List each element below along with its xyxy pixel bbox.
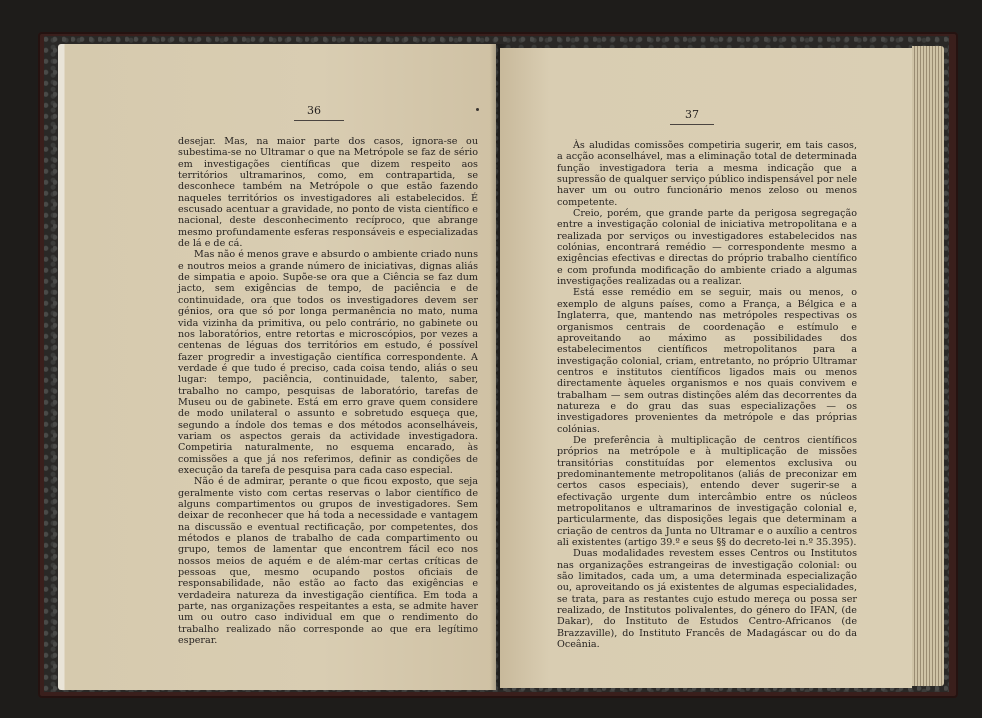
right-paragraph-4: De preferência à multiplicação de centros científicos próprios na metrópole e à multiplicação de missões transitórias constituídas por elementos exclusiva ou predominantemente metropolitanos (aliás de preconizar em certos casos especiais), entendo dever sugerir-se a efectivação urgente dum intercâmbio entre os núcleos metropolitanos e ultramarinos de investigação colonial e, particularmente, das disposições legais que determinam a criação de centros da Junta no Ultramar e o auxílio a centros ali existentes (artigo 39.º e seus §§ do decreto-lei n.º 35.395). bbox=[557, 434, 857, 549]
left-page-rule bbox=[294, 120, 344, 121]
right-paragraph-3: Está esse remédio em se seguir, mais ou menos, o exemplo de alguns países, como a França, a Bélgica e a Inglaterra, que, mantendo nas metrópoles respectivas os organismos centrais de coordenação e estímulo e aproveitando ao máximo as possibilidades dos estabelecimentos científicos metropolitanos para a investigação colonial, criam, entretanto, no próprio Ultramar centros e institutos científicos ligados mais ou menos directamente àqueles organismos e nos quais convivem e trabalham — sem outras distinções além das decorrentes da natureza e do grau das suas especializações — os investigadores provenientes da metrópole e das próprias colónias. bbox=[557, 287, 857, 435]
left-paragraph-1: desejar. Mas, na maior parte dos casos, ignora-se ou subestima-se no Ultramar o que na Metrópole se faz de sério em investigações científicas que dizem respeito aos territórios ultramarinos, como, em contrapartida, se desconhece também na Metrópole o que estão fazendo naqueles territórios os investigadores ali estabelecidos. É escusado acentuar a gravidade, no ponto de vista científico e nacional, deste desconhecimento recíproco, que abrange mesmo profundamente esferas responsáveis e especializadas de lá e de cá. bbox=[178, 136, 478, 250]
right-paragraph-1: Às aludidas comissões competiria sugerir, em tais casos, a acção aconselhável, mas a eliminação total de determinada função investigadora teria a mesma indicação que a supressão de qualquer serviço público indispensável por nele haver um ou outro funcionário menos zeloso ou menos competente. bbox=[557, 140, 857, 208]
left-paragraph-3: Não é de admirar, perante o que ficou exposto, que seja geralmente visto com certas reservas o labor científico de alguns compartimentos ou grupos de investigadores. Sem deixar de reconhecer que há toda a necessidade e vantagem na discussão e eventual rectificação, por competentes, dos métodos e planos de trabalho de cada compartimento ou grupo, temos de lamentar que encontrem fácil eco nos nossos meios de aquém e de além-mar certas críticas de pessoas que, mesmo ocupando postos oficiais de responsabilidade, não estão ao facto das exigências e verdadeira natureza da investigação científica. Em toda a parte, nas organizações respeitantes a esta, se admite haver um ou outro caso individual em que o rendimento do trabalho realizado não corresponde ao que era legítimo esperar. bbox=[178, 476, 478, 647]
right-page-rule bbox=[670, 124, 714, 125]
right-paragraph-5: Duas modalidades revestem esses Centros ou Institutos nas organizações estrangeiras de investigação colonial: ou são limitados, cada um, a uma determinada especialização ou, aproveitando os já existentes de algumas especialidades, se trata, para as restantes cujo estudo mereça ou possa ser realizado, de Institutos polivalentes, do género do IFAN, (de Dakar), do Instituto de Estudos Centro-Africanos (de Brazzaville), do Instituto Francês de Madagáscar ou do da Oceânia. bbox=[557, 548, 857, 651]
right-page-text bbox=[557, 140, 857, 650]
left-paragraph-2: Mas não é menos grave e absurdo o ambiente criado nuns e noutros meios a grande número de iniciativas, dignas aliás de simpatia e apoio. Supõe-se ora que a Ciência se faz dum jacto, sem exigências de tempo, de paciência e de continuidade, ora que todos os investigadores devem ser génios, ora que só por longa permanência no mato, numa vida vizinha da primitiva, ou pelo contrário, no gabinete ou nos laboratórios, entre retortas e microscópios, por vezes a centenas de léguas dos territórios em estudo, é possível fazer progredir a investigação científica correspondente. A verdade é que tudo é preciso, cada coisa tendo, aliás o seu lugar: tempo, paciência, continuidade, talento, saber, trabalho no campo, pesquisas de laboratório, tarefas de Museu ou de gabinete. Está em erro grave quem considere de modo unilateral o assunto e sobretudo esqueça que, segundo a índole dos temas e dos métodos aconselháveis, variam os aspectos gerais da actividade investigadora. Competiria naturalmente, no esquema encarado, às comissões a que já nos referimos, definir as condições de execução da tarefa de pesquisa para cada caso especial. bbox=[178, 249, 478, 476]
right-page bbox=[500, 48, 912, 688]
left-page-number: 36 bbox=[307, 104, 321, 117]
right-paragraph-2: Creio, porém, que grande parte da perigosa segregação entre a investigação colonial de iniciativa metropolitana e a realizada por serviços ou investigadores estabelecidos nas colónias, encontrará remédio — correspondente mesmo a exigências efectivas e directas do próprio trabalho científico e com profunda modificação do ambiente criado a algumas investigações realizadas ou a realizar. bbox=[557, 208, 857, 288]
left-page bbox=[58, 44, 496, 690]
right-page-number: 37 bbox=[685, 108, 699, 121]
left-page-mark bbox=[476, 108, 479, 111]
left-page-text bbox=[178, 136, 478, 646]
page-edges bbox=[912, 46, 944, 686]
